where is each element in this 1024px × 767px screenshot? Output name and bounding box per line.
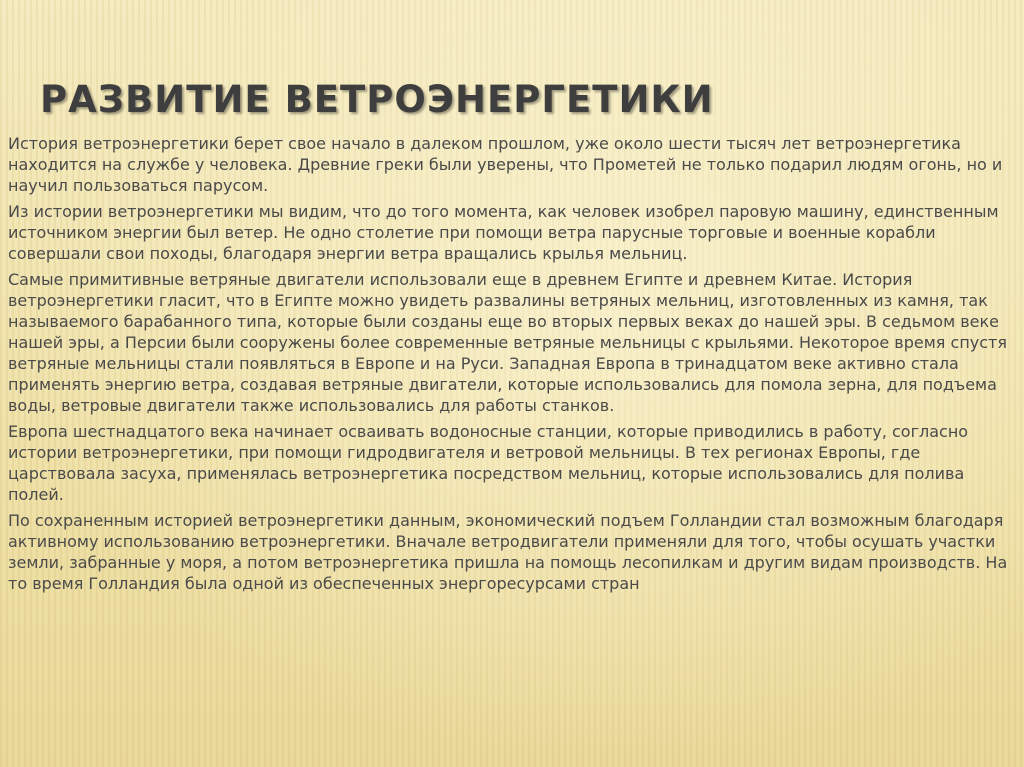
slide-body bbox=[8, 133, 1008, 599]
paragraph-early-windmills: Самые примитивные ветряные двигатели использовали еще в древнем Египте и древнем Китае. История ветроэнергетики гласит, что в Египте можно увидеть развалины ветряных мельниц, изготовленных из камня, так называемого барабанного типа, которые были созданы еще во вторых первых веках до нашей эры. В седьмом веке нашей эры, а Персии были сооружены более современные ветряные мельницы с крыльями. Некоторое время спустя ветряные мельницы стали появляться в Европе и на Руси. Западная Европа в тринадцатом веке активно стала применять энергию ветра, создавая ветряные двигатели, которые использовались для помола зерна, для подъема воды, ветровые двигатели также использовались для работы станков. bbox=[8, 270, 1007, 415]
paragraph-history-origins: История ветроэнергетики берет свое начало в далеком прошлом, уже около шести тысяч лет ветроэнергетика находится на службе у человека. Древние греки были уверены, что Прометей не только подарил людям огонь, но и научил пользоваться парусом. bbox=[8, 134, 1003, 195]
paragraph-holland: По сохраненным историей ветроэнергетики данным, экономический подъем Голландии стал возможным благодаря активному использованию ветроэнергетики. Вначале ветродвигатели применяли для того, чтобы осушать участки земли, забранные у моря, а потом ветроэнергетика пришла на помощь лесопилкам и другим видам производств. На то время Голландия была одной из обеспеченных энергоресурсами стран bbox=[8, 511, 1008, 593]
paragraph-wind-energy-source: Из истории ветроэнергетики мы видим, что до того момента, как человек изобрел паровую машину, единственным источником энергии был ветер. Не одно столетие при помощи ветра парусные торговые и военные корабли совершали свои походы, благодаря энергии ветра вращались крылья мельниц. bbox=[8, 202, 999, 263]
slide-title: РАЗВИТИЕ ВЕТРОЭНЕРГЕТИКИ bbox=[40, 78, 714, 121]
paragraph-sixteenth-century: Европа шестнадцатого века начинает осваивать водоносные станции, которые приводились в работу, согласно истории ветроэнергетики, при помощи гидродвигателя и ветровой мельницы. В тех регионах Европы, где царствовала засуха, применялась ветроэнергетика посредством мельниц, которые использовались для полива полей. bbox=[8, 422, 969, 504]
